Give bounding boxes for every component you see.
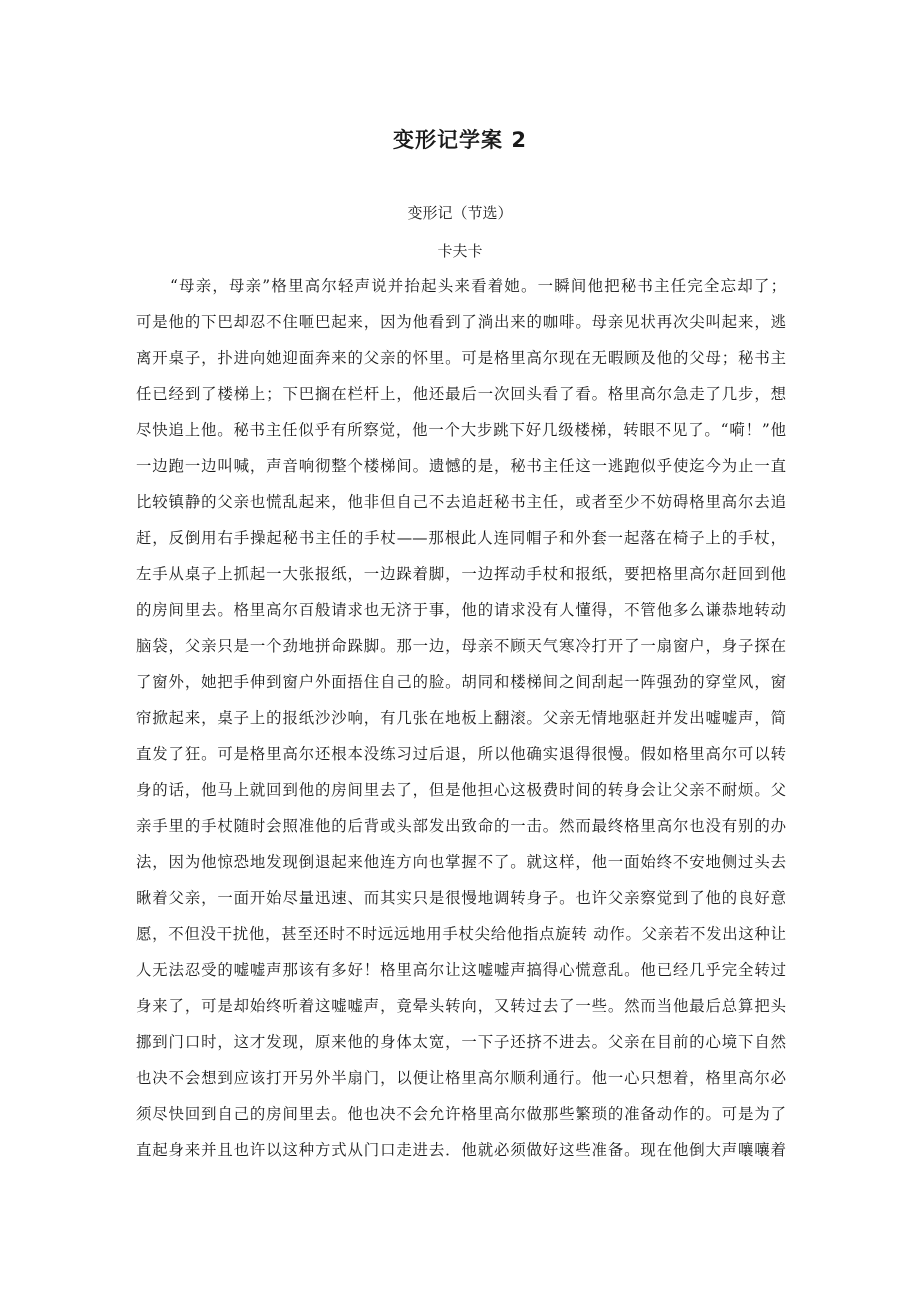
paragraph-line: 身的话，他马上就回到他的房间里去了，但是他担心这极费时间的转身会让父亲不耐烦。父: [136, 781, 786, 799]
paragraph-line: 瞅着父亲，一面开始尽量迅速、而其实只是很慢地调转身子。也许父亲察觉到了他的良好意: [136, 889, 786, 907]
body-paragraph: [136, 268, 786, 1168]
paragraph-line: 左手从桌子上抓起一大张报纸，一边跺着脚，一边挥动手杖和报纸，要把格里高尔赶回到他: [136, 565, 786, 583]
paragraph-line: 的房间里去。格里高尔百般请求也无济于事，他的请求没有人懂得，不管他多么谦恭地转动: [136, 601, 786, 619]
paragraph-line: 比较镇静的父亲也慌乱起来，他非但自己不去追赶秘书主任，或者至少不妨碍格里高尔去追: [136, 493, 786, 511]
paragraph-line: 愿，不但没干扰他，甚至还时不时远远地用手杖尖给他指点旋转 动作。父亲若不发出这种让: [136, 925, 786, 943]
paragraph-line: 须尽快回到自己的房间里去。他也决不会允许格里高尔做那些繁琐的准备动作的。可是为了: [136, 1105, 786, 1123]
paragraph-line: 亲手里的手杖随时会照准他的后背或头部发出致命的一击。然而最终格里高尔也没有别的办: [136, 817, 786, 835]
paragraph-line: 法，因为他惊恐地发现倒退起来他连方向也掌握不了。就这样，他一面始终不安地侧过头去: [136, 853, 786, 871]
paragraph-line: 也决不会想到应该打开另外半扇门，以便让格里高尔顺利通行。他一心只想着，格里高尔必: [136, 1069, 786, 1087]
paragraph-line: 直发了狂。可是格里高尔还根本没练习过后退，所以他确实退得很慢。假如格里高尔可以转: [136, 745, 786, 763]
paragraph-line: 任已经到了楼梯上；下巴搁在栏杆上，他还最后一次回头看了看。格里高尔急走了几步，想: [136, 385, 786, 403]
paragraph-line: 离开桌子，扑进向她迎面奔来的父亲的怀里。可是格里高尔现在无暇顾及他的父母；秘书主: [136, 349, 786, 367]
paragraph-line: 脑袋，父亲只是一个劲地拼命跺脚。那一边，母亲不顾天气寒冷打开了一扇窗户，身子探在: [136, 637, 786, 655]
paragraph-line: 人无法忍受的嘘嘘声那该有多好！格里高尔让这嘘嘘声搞得心慌意乱。他已经几乎完全转过: [136, 961, 786, 979]
paragraph-line: 帘掀起来，桌子上的报纸沙沙响，有几张在地板上翻滚。父亲无情地驱赶并发出嘘嘘声，简: [136, 709, 786, 727]
paragraph-line: 了窗外，她把手伸到窗户外面捂住自己的脸。胡同和楼梯间之间刮起一阵强劲的穿堂风，窗: [136, 673, 786, 691]
author-name: 卡夫卡: [437, 242, 483, 260]
document-title: 变形记学案 2: [393, 128, 527, 152]
paragraph-line: 可是他的下巴却忍不住咂巴起来，因为他看到了淌出来的咖啡。母亲见状再次尖叫起来，逃: [136, 313, 786, 331]
paragraph-line: 挪到门口时，这才发现，原来他的身体太宽，一下子还挤不进去。父亲在目前的心境下自然: [136, 1033, 786, 1051]
paragraph-line: 身来了，可是却始终听着这嘘嘘声，竟晕头转向，又转过去了一些。然而当他最后总算把头: [136, 997, 786, 1015]
paragraph-line: 赶，反倒用右手操起秘书主任的手杖——那根此人连同帽子和外套一起落在椅子上的手杖，: [136, 529, 786, 547]
paragraph-line: 一边跑一边叫喊，声音响彻整个楼梯间。遗憾的是，秘书主任这一逃跑似乎使迄今为止一直: [136, 457, 786, 475]
paragraph-line: 直起身来并且也许以这种方式从门口走进去．他就必须做好这些准备。现在他倒大声嚷嚷着: [136, 1141, 786, 1159]
paragraph-line: “母亲，母亲”格里高尔轻声说并抬起头来看着她。一瞬间他把秘书主任完全忘却了；: [170, 277, 786, 295]
paragraph-line: 尽快追上他。秘书主任似乎有所察觉，他一个大步跳下好几级楼梯，转眼不见了。“嗬！”他: [136, 421, 786, 439]
excerpt-title: 变形记（节选）: [407, 204, 513, 222]
